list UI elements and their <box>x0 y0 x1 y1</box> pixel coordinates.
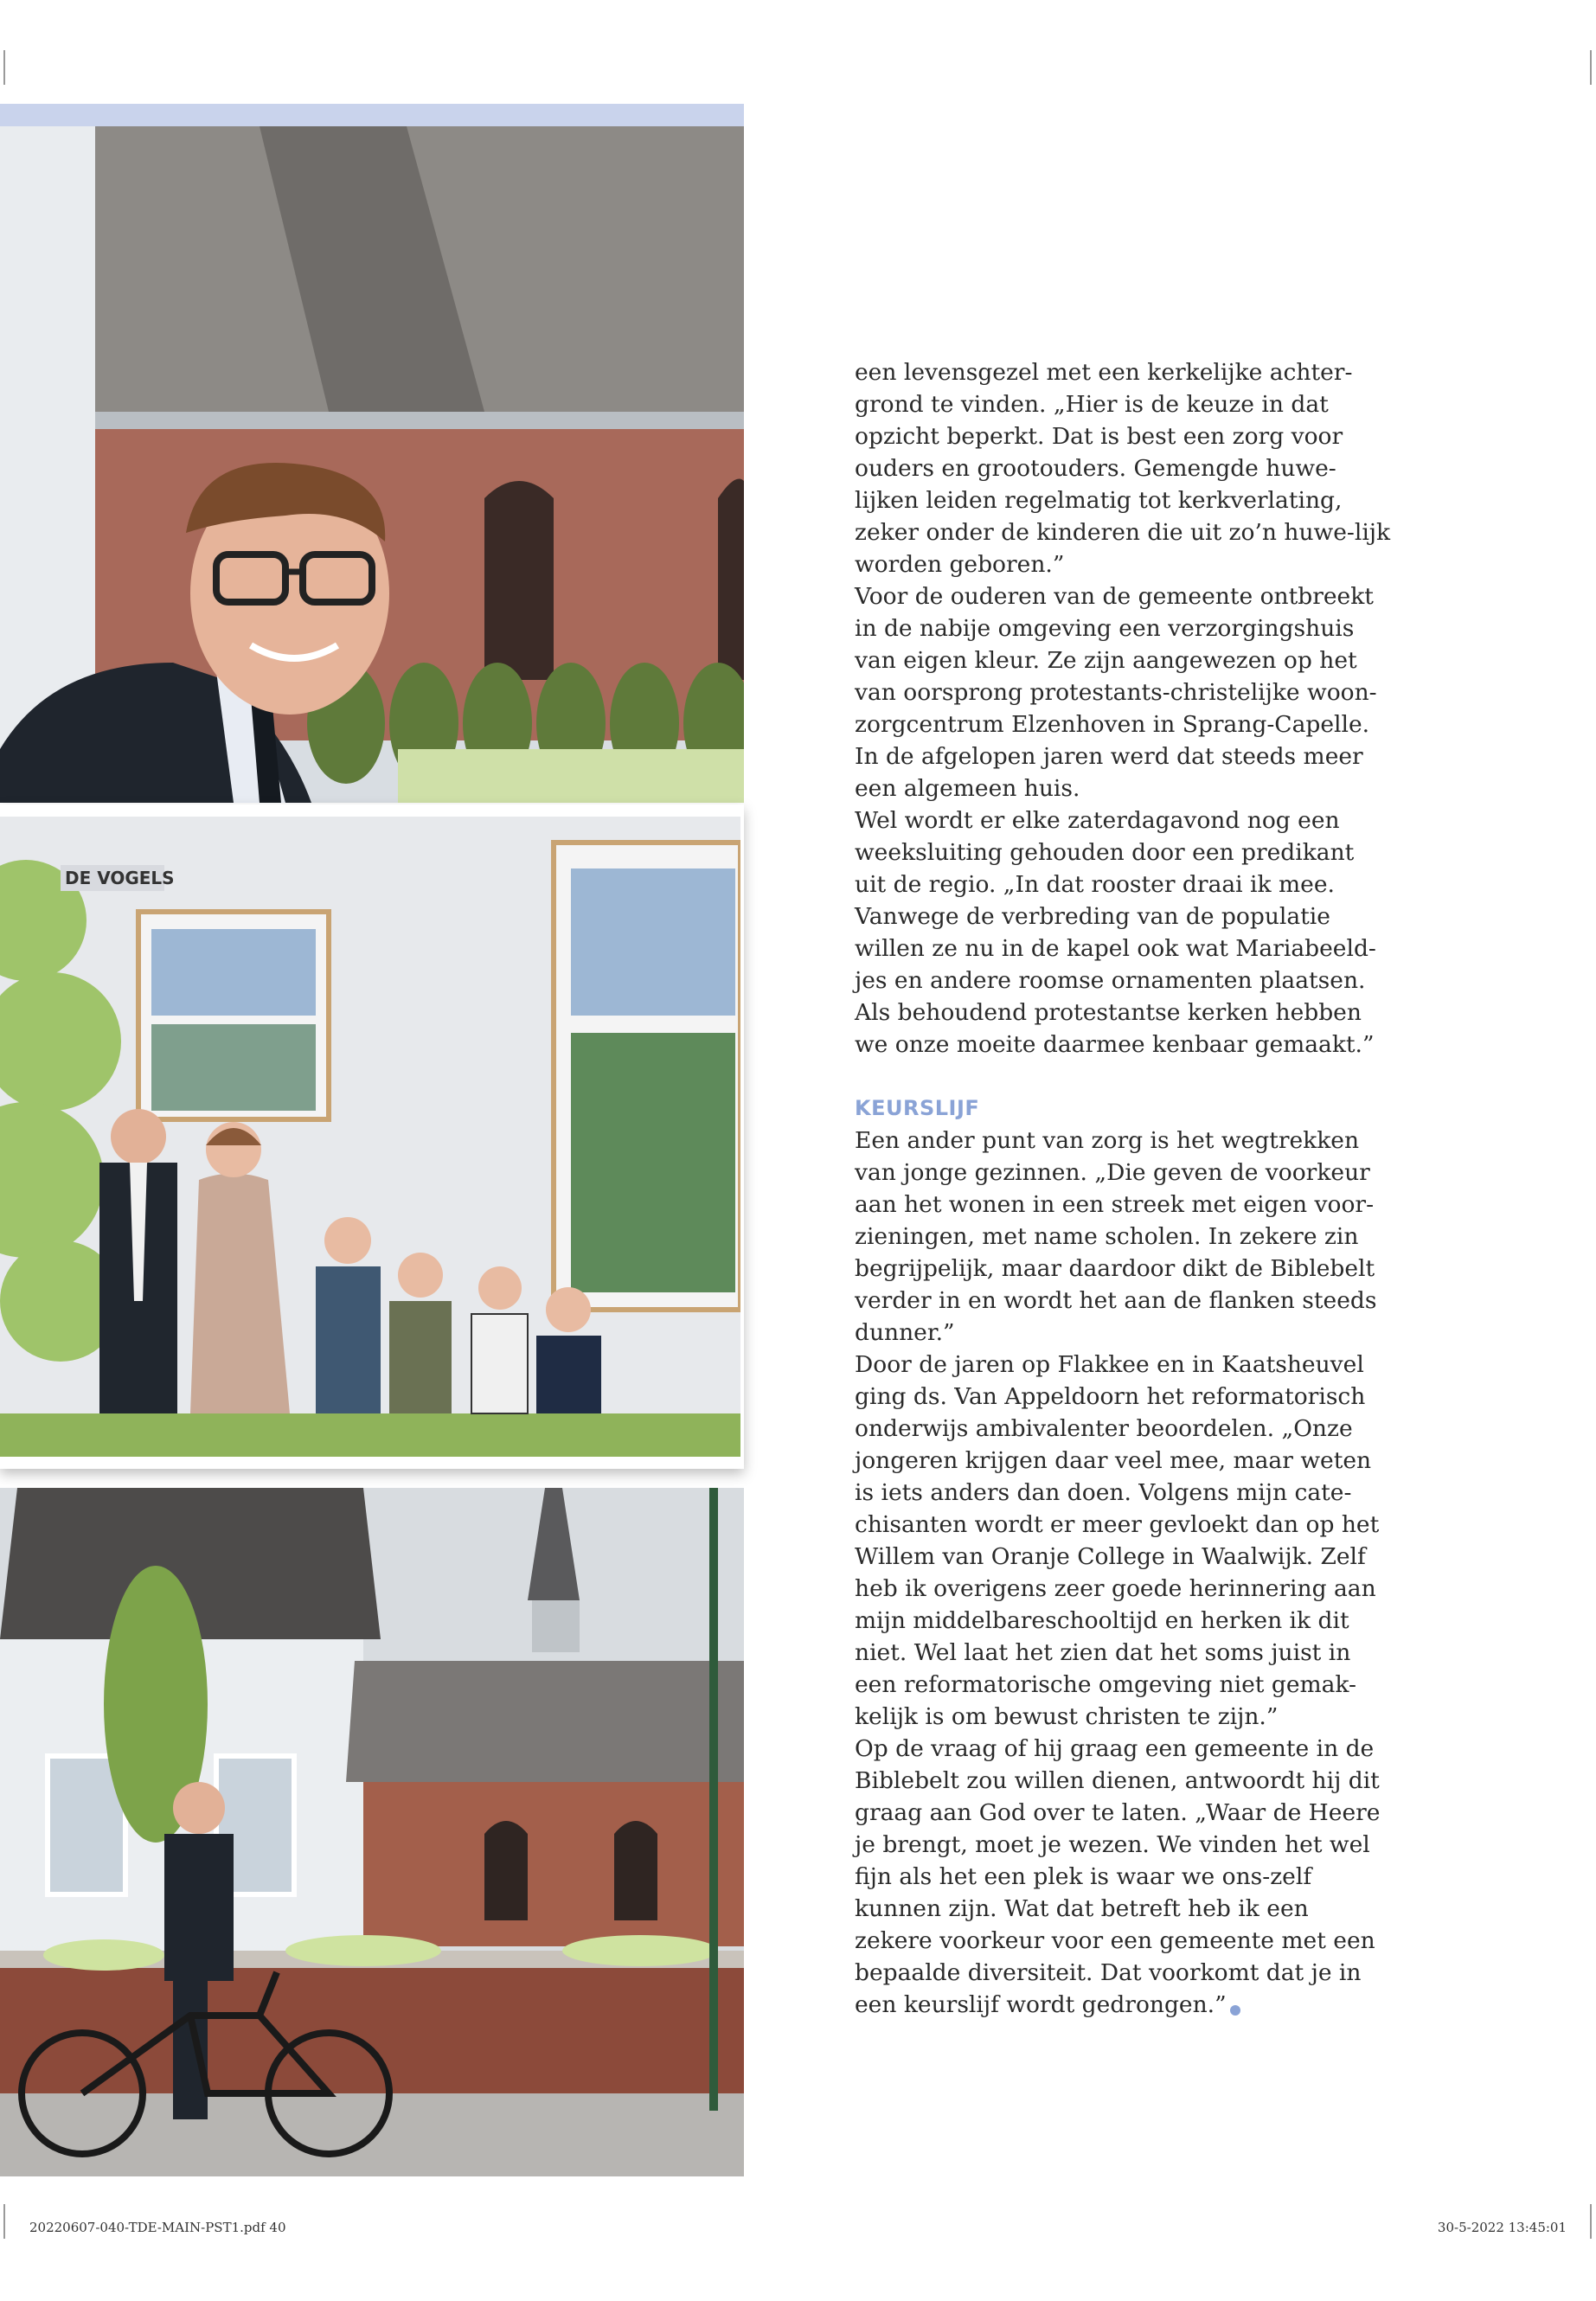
footer-file-slug: 20220607-040-TDE-MAIN-PST1.pdf 40 <box>29 2220 286 2235</box>
article-paragraph-last <box>855 1733 1391 2021</box>
article-paragraph: een levensgezel met een kerkelijke achter-grond te vinden. „Hier is de keuze in dat opzicht beperkt. Dat is best een zorg voor ouders en grootouders. Gemengde huwe-lijken leiden regelmatig tot kerkverlating, zeker onder de kinderen die uit zo’n huwe-lijk worden geboren.” <box>855 359 1391 578</box>
article-paragraph: Wel wordt er elke zaterdagavond nog een weeksluiting gehouden door een predikant uit de regio. „In dat rooster draai ik mee. Vanwege de verbreding van de populatie willen ze nu in de kapel ook wat Mariabeeld-jes en andere roomse ornamenten plaatsen. Als behoudend protestantse kerken hebben we onze moeite daarmee kenbaar gemaakt.” <box>855 807 1376 1058</box>
building-sign-text: DE VOGELS <box>65 868 175 888</box>
article-column <box>855 356 1391 2021</box>
end-of-article-dot <box>1230 2005 1240 2016</box>
article-paragraph-text: Op de vraag of hij graag een gemeente in de Biblebelt zou willen dienen, antwoordt hij dit graag aan God over te laten. „Waar de Heere je brengt, moet je wezen. We vinden het wel fijn als het een plek is waar we ons-zelf kunnen zijn. Wat dat betreft heb ik een zekere voorkeur voor een gemeente met een bepaalde diversiteit. Dat voorkomt dat je in een keurslijf wordt gedrongen.” <box>855 1735 1381 2018</box>
footer-timestamp: 30-5-2022 13:45:01 <box>1437 2220 1567 2235</box>
crop-mark-top-right <box>1590 50 1592 85</box>
crop-mark-top-left <box>3 50 5 85</box>
article-paragraph: Een ander punt van zorg is het wegtrekken van jonge gezinnen. „Die geven de voorkeur aan het wonen in een streek met eigen voor-zieningen, met name scholen. In zekere zin begrijpelijk, maar daardoor dikt de Biblebelt verder in en wordt het aan de flanken steeds dunner.” <box>855 1127 1377 1346</box>
top-accent-band <box>0 104 744 126</box>
photo-family <box>0 804 744 1469</box>
photo-pastor-portrait <box>0 126 744 803</box>
section-heading: KEURSLIJF <box>855 1096 980 1120</box>
article-paragraph: Voor de ouderen van de gemeente ontbreekt in de nabije omgeving een verzorgingshuis van eigen kleur. Ze zijn aangewezen op het van oorsprong protestants-christelijke woon-zorgcentrum Elzenhoven in Sprang-Capelle. In de afgelopen jaren werd dat steeds meer een algemeen huis. <box>855 583 1377 802</box>
crop-mark-bottom-left <box>3 2204 5 2239</box>
photo-pastor-bicycle <box>0 1488 744 2176</box>
crop-mark-bottom-right <box>1590 2204 1592 2239</box>
article-paragraph: Door de jaren op Flakkee en in Kaatsheuvel ging ds. Van Appeldoorn het reformatorisch onderwijs ambivalenter beoordelen. „Onze jongeren krijgen daar veel mee, maar weten is iets anders dan doen. Volgens mijn cate-chisanten wordt er meer gevloekt dan op het Willem van Oranje College in Waalwijk. Zelf heb ik overigens zeer goede herinnering aan mijn middelbareschooltijd en herken ik dit niet. Wel laat het zien dat het soms juist in een reformatorische omgeving niet gemak-kelijk is om bewust christen te zijn.” <box>855 1351 1380 1730</box>
